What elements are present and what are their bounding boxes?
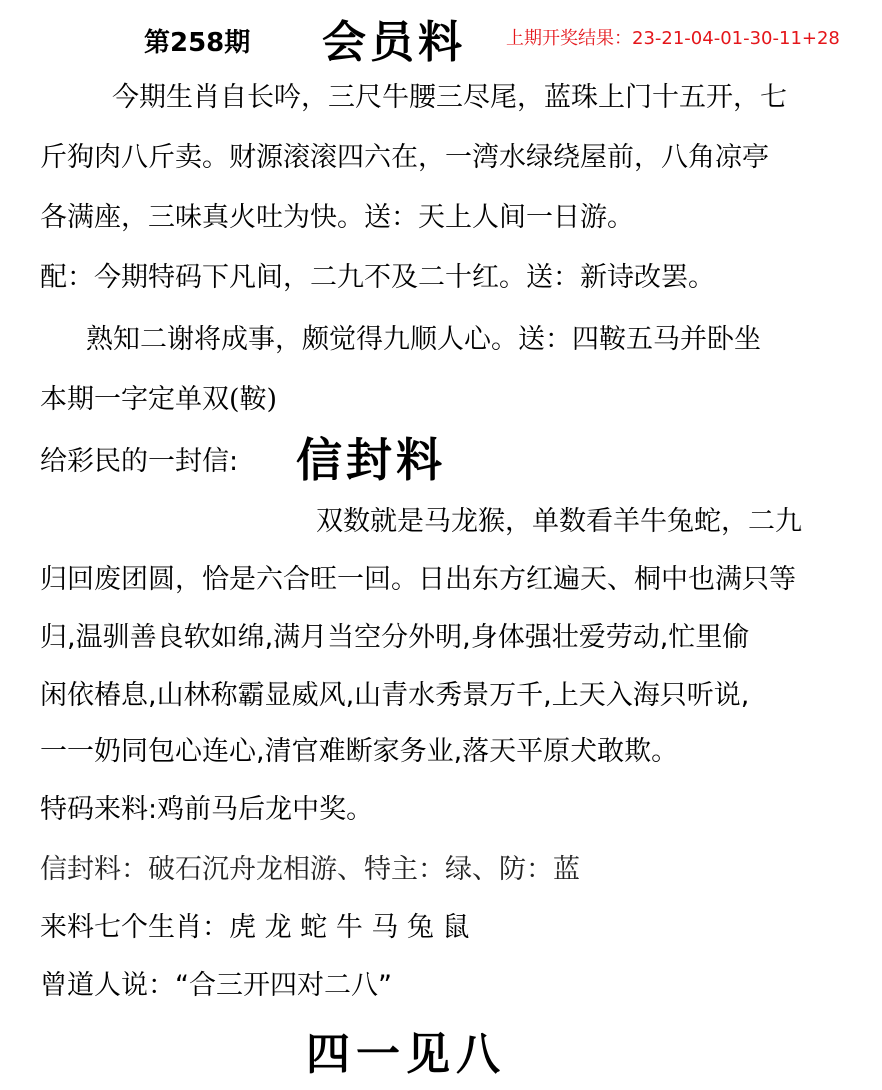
seven-zodiacs-line: 来料七个生肖：虎 龙 蛇 牛 马 兔 鼠 [40,912,470,943]
letter-line-3: 归,温驯善良软如绵,满月当空分外明,身体强壮爱劳动,忙里偷 [40,622,750,653]
letter-heading: 信封料 [296,433,446,487]
cao-dao-line: 曾道人说：“合三开四对二八” [40,970,392,1001]
envelope-line: 信封料：破石沉舟龙相游、特主：绿、防：蓝 [40,854,580,885]
letter-line-4: 闲依椿息,山林称霸显威风,山青水秀景万千,上天入海只听说, [40,680,750,711]
letter-label: 给彩民的一封信: [40,446,239,477]
page-title: 会员料 [322,17,466,68]
last-draw-result: 上期开奖结果：23-21-04-01-30-11+28 [506,28,840,49]
poem-line-3: 各满座，三味真火吐为快。送：天上人间一日游。 [40,202,634,233]
single-double-line: 本期一字定单双(鞍) [40,384,278,415]
letter-line-1: 双数就是马龙猴，单数看羊牛兔蛇，二九 [316,506,802,537]
saying-line: 熟知二谢将成事，颇觉得九顺人心。送：四鞍五马并卧坐 [86,324,761,355]
poem-line-1: 今期生肖自长吟，三尺牛腰三尽尾，蓝珠上门十五开，七 [112,82,787,113]
special-code-line: 特码来料:鸡前马后龙中奖。 [40,794,374,825]
issue-number: 第258期 [144,28,251,58]
poem-line-2: 斤狗肉八斤卖。财源滚滚四六在，一湾水绿绕屋前，八角凉亭 [40,142,769,173]
letter-line-2: 归回废团圆，恰是六合旺一回。日出东方红遍天、桐中也满只等 [40,564,796,595]
bottom-slogan: 四一见八 [306,1029,506,1080]
pairing-line: 配：今期特码下凡间，二九不及二十红。送：新诗改罢。 [40,262,715,293]
letter-line-5: 一一奶同包心连心,清官难断家务业,落天平原犬敢欺。 [40,736,679,767]
